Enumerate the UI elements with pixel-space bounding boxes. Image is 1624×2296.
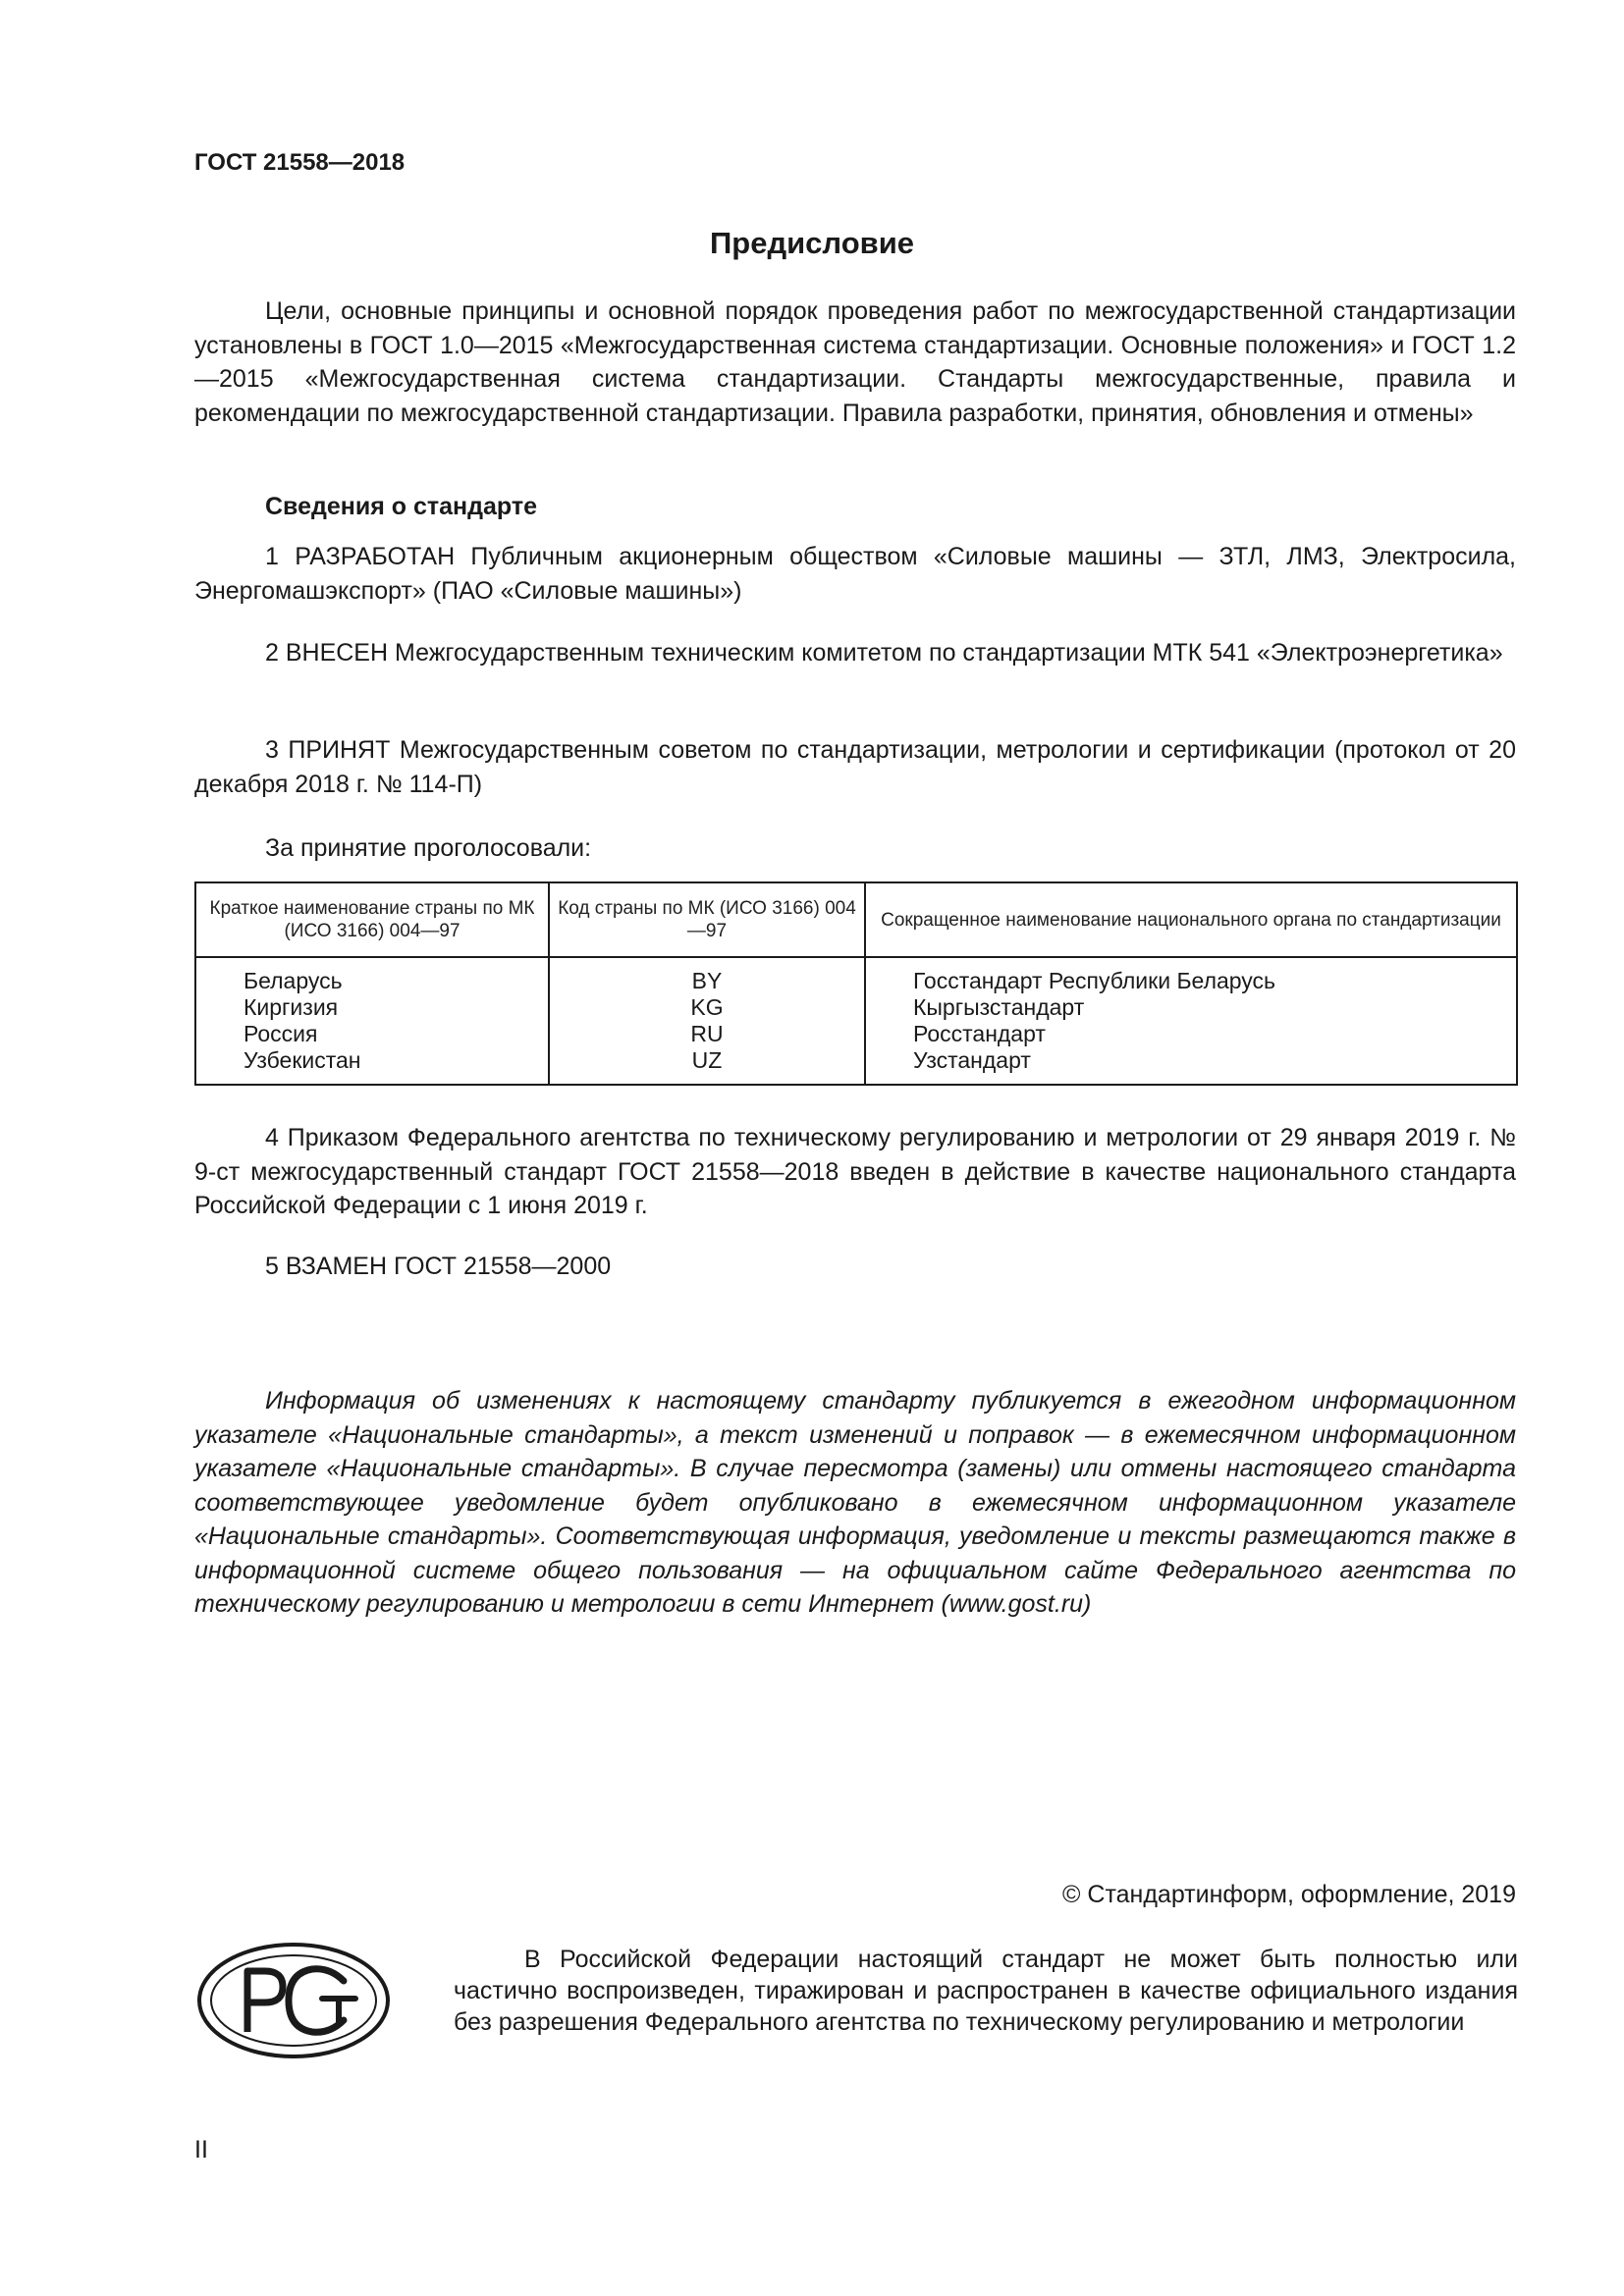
header-code: Код страны по МК (ИСО 3166) 004—97	[549, 882, 865, 957]
intro-text: Цели, основные принципы и основной порядок проведения работ по межгосударственной стандартизации установлены в ГОСТ 1.0—2015 «Межгосударственная система стандартизации. Основные положения» и ГОСТ 1.2—2015 «Межгосударственная система стандартизации. Стандарты межгосударственные, правила и рекомендации по межгосударственной стандартизации. Правила разработки, принятия, обновления и отмены»	[194, 297, 1516, 427]
table-row	[195, 1047, 1517, 1085]
table-row	[195, 1021, 1517, 1047]
amendments-notice-text: Информация об изменениях к настоящему стандарту публикуется в ежегодном информационном указателе «Национальные стандарты», а текст изменений и поправок — в ежемесячном информационном указателе «Национальные стандарты». В случае пересмотра (замены) или отмены настоящего стандарта соответствующее уведомление будет опубликовано в ежемесячном информационном указателе «Национальные стандарты». Соответствующая информация, уведомление и тексты размещаются также в информационной системе общего пользования — на официальном сайте Федерального агентства по техническому регулированию и метрологии в сети Интернет (www.gost.ru)	[194, 1387, 1516, 1618]
item-4-text: 4 Приказом Федерального агентства по техническому регулированию и метрологии от 29 января 2019 г. № 9-ст межгосударственный стандарт ГОСТ 21558—2018 введен в действие в качестве национального стандарта Российской Федерации с 1 июня 2019 г.	[194, 1124, 1516, 1219]
item-2-text: 2 ВНЕСЕН Межгосударственным техническим комитетом по стандартизации МТК 541 «Электроэнергетика»	[265, 639, 1503, 667]
page-title: Предисловие	[709, 226, 914, 260]
copyright-line: © Стандартинформ, оформление, 2019	[1062, 1881, 1516, 1908]
header-country: Краткое наименование страны по МК (ИСО 3166) 004—97	[195, 882, 549, 957]
item-1-text: 1 РАЗРАБОТАН Публичным акционерным обществом «Силовые машины — ЗТЛ, ЛМЗ, Электросила, Энергомашэкспорт» (ПАО «Силовые машины»)	[194, 543, 1516, 605]
country-code: KG	[549, 994, 865, 1021]
page-number: II	[194, 2136, 208, 2163]
item-2	[194, 636, 1516, 670]
item-1	[194, 540, 1516, 608]
country-name: Россия	[244, 1021, 318, 1046]
info-heading: Сведения о стандарте	[265, 493, 538, 520]
item-5-text: 5 ВЗАМЕН ГОСТ 21558—2000	[265, 1253, 612, 1280]
header-body: Сокращенное наименование национального органа по стандартизации	[865, 882, 1517, 957]
item-4	[194, 1121, 1516, 1223]
rst-logo-icon	[196, 1942, 391, 2059]
reproduction-notice-text: В Российской Федерации настоящий стандарт не может быть полностью или частично воспроизведен, тиражирован и распространен в качестве официального издания без разрешения Федерального агентства по техническому регулированию и метрологии	[454, 1946, 1518, 2036]
standards-body: Росстандарт	[865, 1021, 1517, 1047]
table-row	[195, 957, 1517, 994]
country-code: UZ	[549, 1047, 865, 1085]
standards-body: Кыргызстандарт	[865, 994, 1517, 1021]
voted-label: За принятие проголосовали:	[265, 834, 592, 862]
standards-body: Госстандарт Республики Беларусь	[865, 957, 1517, 994]
country-code: RU	[549, 1021, 865, 1047]
country-name: Беларусь	[244, 968, 343, 993]
country-name: Узбекистан	[244, 1047, 361, 1073]
table-header-row	[195, 882, 1517, 957]
voting-table	[194, 881, 1518, 1086]
standard-designation: ГОСТ 21558—2018	[194, 149, 406, 176]
country-code: BY	[549, 957, 865, 994]
item-3	[194, 733, 1516, 801]
country-name: Киргизия	[244, 994, 339, 1020]
standards-body: Узстандарт	[865, 1047, 1517, 1085]
reproduction-notice	[454, 1944, 1518, 2038]
intro-paragraph	[194, 294, 1516, 430]
table-row	[195, 994, 1517, 1021]
amendments-notice	[194, 1384, 1516, 1622]
item-3-text: 3 ПРИНЯТ Межгосударственным советом по стандартизации, метрологии и сертификации (протокол от 20 декабря 2018 г. № 114-П)	[194, 736, 1516, 798]
